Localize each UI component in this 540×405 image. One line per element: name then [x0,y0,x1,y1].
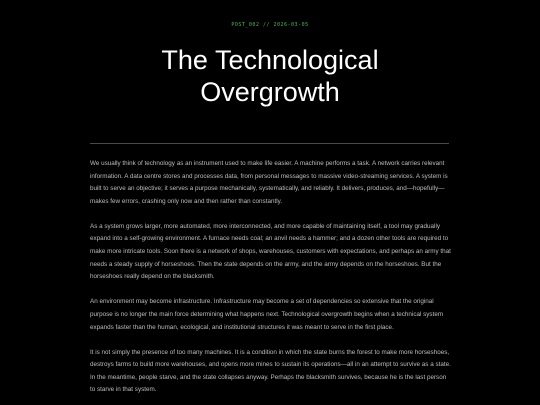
page-title-line-2: Overgrowth [200,77,340,107]
paragraph-3: An environment may become infrastructure. Infrastructure may become a set of dependencies so extensive that the original purpose is no longer the main force determining what happens next. Technological overgrowth begins when a technical system expands faster than the human, ecological, and institutional structures it was meant to serve in the first place. [90,298,444,331]
title-divider [90,143,449,144]
page-title-line-1: The Technological [161,45,379,75]
post-meta: POST_002 // 2026-03-05 [231,22,309,28]
page-title [0,44,540,108]
paragraph-2: As a system grows larger, more automated, more interconnected, and more capable of maintaining itself, a tool may gradually expand into a self-growing environment. A furnace needs coal; an anvil needs a hammer; and a dozen other tools are required to make more intricate tools. Soon there is a network of shops, warehouses, customers with expectations, and perhaps an army that needs a steady supply of horseshoes. Then the state depends on the army, and the army depends on the horseshoes. But the horseshoes really depend on the blacksmith. [90,222,451,281]
article-body[interactable] [90,158,452,405]
paragraph-4: It is not simply the presence of too many machines. It is a condition in which the state burns the forest to make more horseshoes, destroys farms to build more warehouses, and opens more mines to sustain its operations—all in an attempt to survive as a state. In the meantime, people starve, and the state collapses anyway. Perhaps the blacksmith survives, because he is the last person to starve in that system. [90,348,451,394]
paragraph-1: We usually think of technology as an instrument used to make life easier. A machine performs a task. A network carries relevant information. A data centre stores and processes data, from personal messages to massive video-streaming services. A system is built to serve an objective; it serves a purpose mechanically, systematically, and reliably. It delivers, produces, and—hopefully—makes few errors, crashing only now and then rather than constantly. [90,160,448,205]
